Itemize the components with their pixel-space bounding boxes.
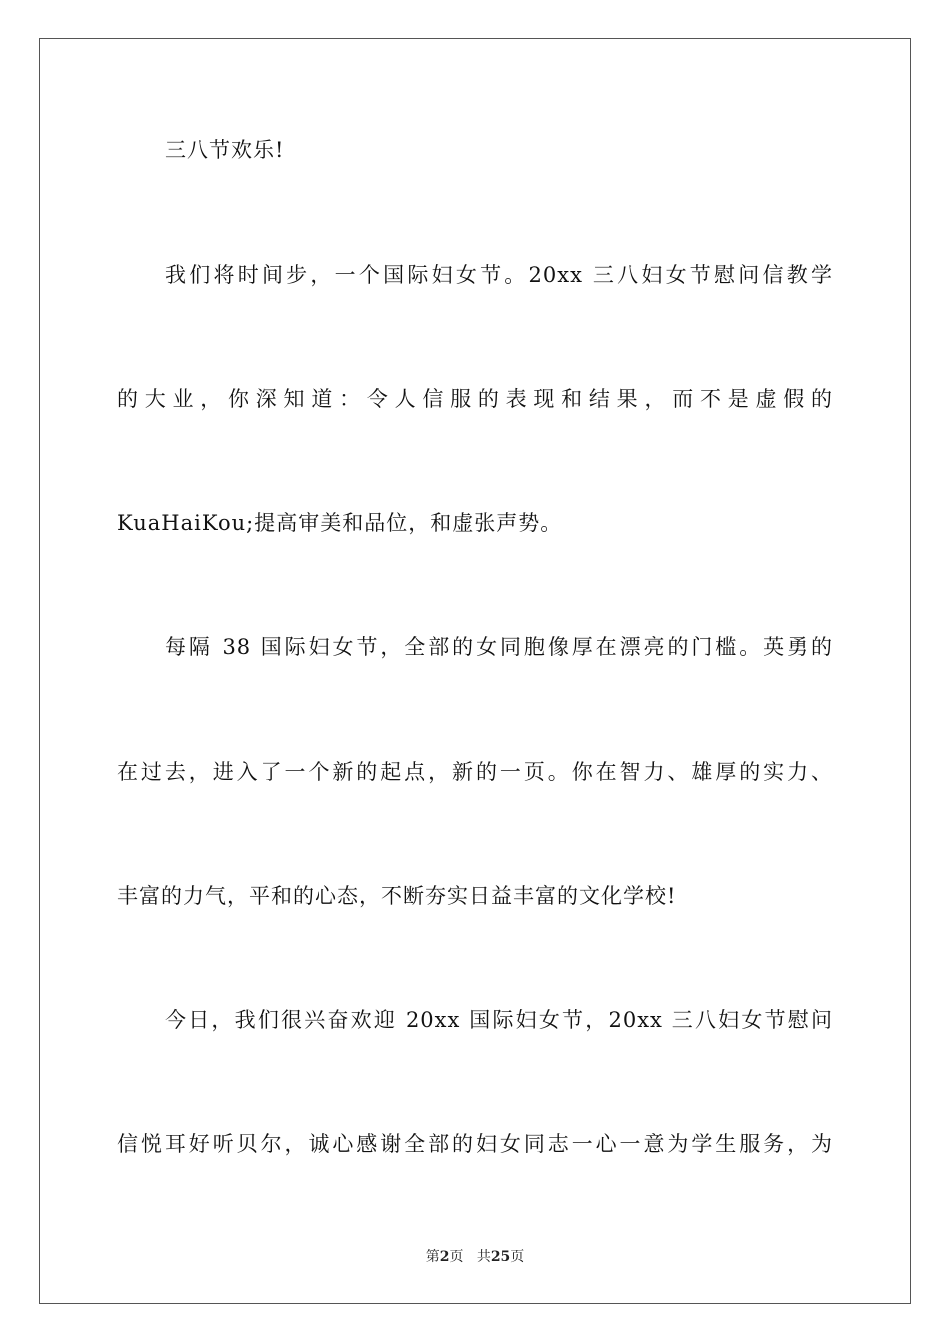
page-number: 2 <box>439 1249 450 1265</box>
page-footer <box>0 1247 950 1267</box>
total-prefix: 共 <box>476 1249 491 1265</box>
paragraph-line-8: 今日，我们很兴奋欢迎 20xx 国际妇女节，20xx 三八妇女节慰问 <box>165 1008 833 1032</box>
paragraph-line-9: 信悦耳好听贝尔，诚心感谢全部的妇女同志一心一意为学生服务，为 <box>117 1132 833 1156</box>
page-prefix: 第 <box>425 1249 440 1265</box>
paragraph-line-6: 在过去，进入了一个新的起点，新的一页。你在智力、雄厚的实力、 <box>117 760 833 784</box>
paragraph-line-1: 三八节欢乐! <box>165 138 285 162</box>
page-border <box>39 38 911 1304</box>
paragraph-line-7: 丰富的力气，平和的心态，不断夯实日益丰富的文化学校! <box>117 884 677 908</box>
paragraph-line-4: KuaHaiKou;提高审美和品位，和虚张声势。 <box>117 511 563 535</box>
paragraph-line-3: 的大业，你深知道：令人信服的表现和结果，而不是虚假的 <box>117 387 833 411</box>
total-pages: 25 <box>490 1249 511 1265</box>
paragraph-line-2: 我们将时间步，一个国际妇女节。20xx 三八妇女节慰问信教学 <box>165 263 833 287</box>
total-suffix: 页 <box>510 1249 525 1265</box>
paragraph-line-5: 每隔 38 国际妇女节，全部的女同胞像厚在漂亮的门槛。英勇的 <box>165 635 833 659</box>
page-suffix: 页 <box>449 1249 464 1265</box>
